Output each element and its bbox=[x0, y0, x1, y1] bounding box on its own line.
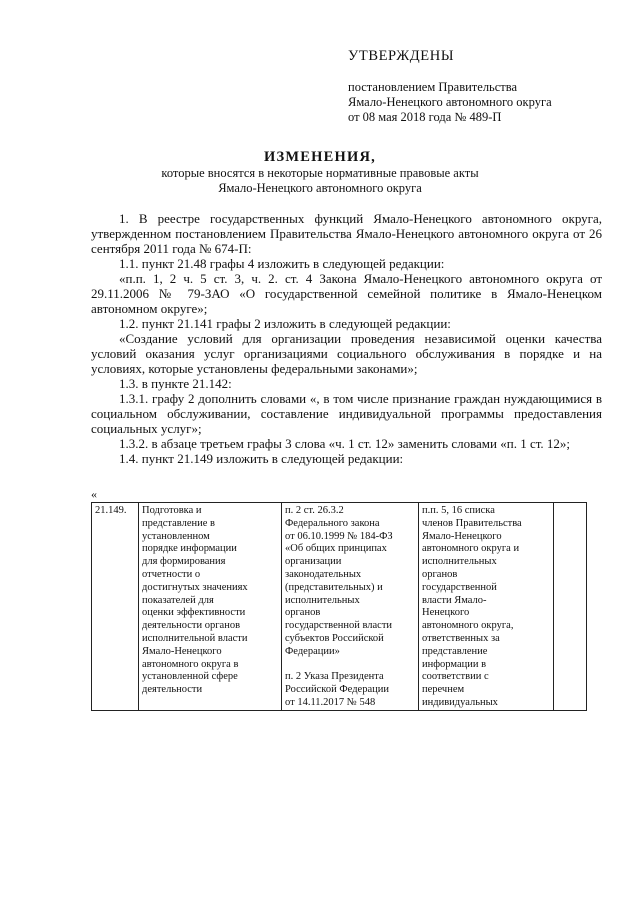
paragraph-1-1: 1.1. пункт 21.48 графы 4 изложить в следующей редакции: bbox=[119, 256, 445, 271]
cell-number bbox=[92, 503, 139, 711]
cell-legal-basis bbox=[282, 503, 419, 711]
legal-basis-text: п. 2 ст. 26.3.2 Федерального закона от 06.10.1999 № 184-ФЗ «Об общих принципах организации законодательных (представительных) и исполнительных органов государственной власти субъектов Российской Федерации» п. 2 Указа Президента Российской Федерации от 14.11.2017 № 548 bbox=[285, 505, 393, 708]
table-row bbox=[92, 503, 587, 711]
function-text: Подготовка и представление в установленном порядке информации для формирования отчетности о достигнутых значениях показателей для оценки эффективности деятельности органов исполнительной власти Ямало-Ненецкого автономного округа в установленной сфере деятельности bbox=[142, 505, 248, 696]
paragraph-1-3-1: 1.3.1. графу 2 дополнить словами «, в том числе признание граждан нуждающимися в социальном обслуживании, составление индивидуальной программы предоставления социальных услуг»; bbox=[91, 391, 602, 436]
cell-function bbox=[139, 503, 282, 711]
opening-quote: « bbox=[91, 487, 97, 501]
document-subtitle bbox=[0, 166, 640, 196]
changes-table bbox=[91, 502, 587, 711]
responsible-text: п.п. 5, 16 списка членов Правительства Ямало-Ненецкого автономного округа и исполнительных органов государственной власти Ямало- Ненецкого автономного округа, ответственных за представление информации в соответствии с перечнем индивидуальных bbox=[422, 505, 522, 708]
subtitle-line: которые вносятся в некоторые нормативные правовые акты bbox=[161, 166, 479, 180]
paragraph-1-1-text: «п.п. 1, 2 ч. 5 ст. 3, ч. 2. ст. 4 Закона Ямало-Ненецкого автономного округа от 29.11.2006 № 79-ЗАО «О государственной семейной политике в Ямало-Ненецком автономном округе»; bbox=[91, 271, 602, 316]
document-body bbox=[91, 211, 602, 466]
cell-empty bbox=[554, 503, 587, 711]
paragraph-1-4: 1.4. пункт 21.149 изложить в следующей редакции: bbox=[119, 451, 404, 466]
document-title: ИЗМЕНЕНИЯ, bbox=[264, 149, 376, 165]
approval-line: от 08 мая 2018 года № 489-П bbox=[348, 110, 502, 124]
approval-details bbox=[348, 80, 552, 125]
subtitle-line: Ямало-Ненецкого автономного округа bbox=[218, 181, 422, 195]
approval-line: постановлением Правительства bbox=[348, 80, 518, 94]
paragraph-1: 1. В реестре государственных функций Ямало-Ненецкого автономного округа, утвержденном постановлением Правительства Ямало-Ненецкого автономного округа от 26 сентября 2011 года № 674-П: bbox=[91, 211, 602, 256]
approval-stamp-title: УТВЕРЖДЕНЫ bbox=[348, 48, 455, 64]
paragraph-1-3: 1.3. в пункте 21.142: bbox=[119, 376, 232, 391]
paragraph-1-3-2: 1.3.2. в абзаце третьем графы 3 слова «ч. 1 ст. 12» заменить словами «п. 1 ст. 12»; bbox=[119, 436, 571, 451]
cell-responsible bbox=[419, 503, 554, 711]
paragraph-1-2-text: «Создание условий для организации проведения независимой оценки качества условий оказания услуг организациями социального обслуживания в порядке и на условиях, которые установлены федеральными законами»; bbox=[91, 331, 602, 376]
approval-line: Ямало-Ненецкого автономного округа bbox=[348, 95, 552, 109]
item-number: 21.149. bbox=[95, 505, 127, 516]
paragraph-1-2: 1.2. пункт 21.141 графы 2 изложить в следующей редакции: bbox=[119, 316, 451, 331]
